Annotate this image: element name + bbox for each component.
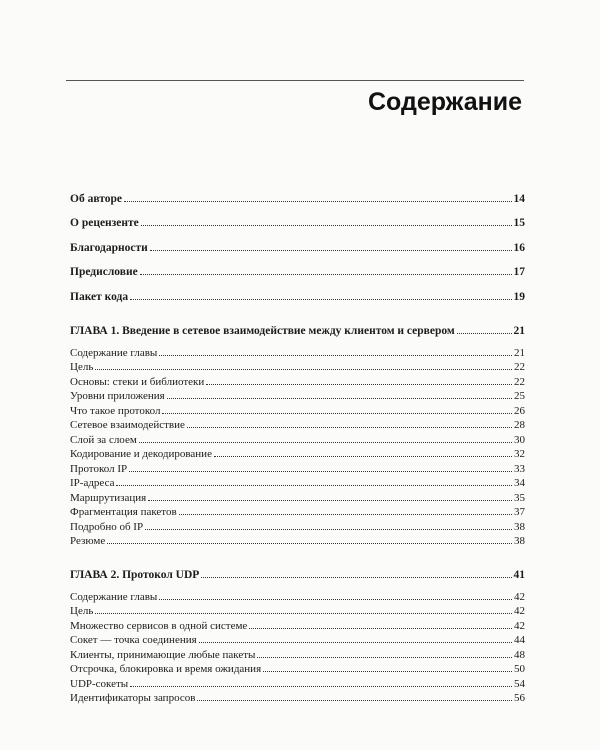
- toc-entry-page: 19: [513, 290, 525, 303]
- toc-entry[interactable]: [70, 521, 525, 536]
- toc-entry-page: 38: [514, 520, 525, 533]
- toc-entry[interactable]: [70, 535, 525, 550]
- toc-entry-label: ГЛАВА 1. Введение в сетевое взаимодействие между клиентом и сервером: [70, 325, 455, 338]
- dot-leader: [167, 390, 512, 399]
- dot-leader: [249, 620, 512, 629]
- toc-entry-page: 22: [514, 361, 525, 374]
- toc-entry-page: 50: [514, 663, 525, 676]
- dot-leader: [148, 492, 512, 501]
- toc-entry-page: 15: [513, 217, 525, 230]
- dot-leader: [201, 569, 511, 579]
- toc-entry-label: IP-адреса: [70, 477, 115, 490]
- front-matter-entry[interactable]: [70, 241, 525, 266]
- toc-entry-label: Основы: стеки и библиотеки: [70, 375, 205, 388]
- toc-entry[interactable]: [70, 376, 525, 391]
- toc-entry-page: 37: [514, 506, 525, 519]
- dot-leader: [130, 290, 511, 300]
- toc-entry[interactable]: [70, 506, 525, 521]
- front-matter-list: [70, 192, 525, 315]
- toc-entry-label: ГЛАВА 2. Протокол UDP: [70, 569, 200, 582]
- toc-entry[interactable]: [70, 692, 525, 707]
- dot-leader: [145, 521, 512, 530]
- chapter-heading[interactable]: [70, 325, 525, 347]
- toc-entry-label: Фрагментация пакетов: [70, 506, 177, 519]
- front-matter-entry[interactable]: [70, 290, 525, 315]
- dot-leader: [139, 434, 512, 443]
- header-rule: [66, 80, 524, 81]
- toc-entry-page: 22: [514, 375, 525, 388]
- front-matter-entry[interactable]: [70, 266, 525, 291]
- toc-entry-label: Предисловие: [70, 266, 138, 279]
- dot-leader: [159, 591, 512, 600]
- toc-entry-label: Что такое протокол: [70, 404, 161, 417]
- dot-leader: [95, 605, 512, 614]
- dot-leader: [95, 361, 512, 370]
- toc-entry-label: Кодирование и декодирование: [70, 448, 212, 461]
- dot-leader: [199, 634, 512, 643]
- toc-entry-label: Благодарности: [70, 241, 148, 254]
- toc-entry-label: Отсрочка, блокировка и время ожидания: [70, 663, 262, 676]
- chapter-heading[interactable]: [70, 569, 525, 591]
- toc-entry-page: 25: [514, 390, 525, 403]
- dot-leader: [130, 678, 512, 687]
- toc-entry-page: 21: [514, 346, 525, 359]
- table-of-contents: [70, 192, 525, 707]
- toc-entry-label: Содержание главы: [70, 590, 158, 603]
- dot-leader: [141, 217, 512, 227]
- toc-entry-page: 41: [513, 569, 525, 582]
- toc-entry-label: Цель: [70, 605, 94, 618]
- toc-entry-page: 28: [514, 419, 525, 432]
- toc-entry[interactable]: [70, 434, 525, 449]
- toc-entry-page: 42: [514, 605, 525, 618]
- toc-entry-label: Об авторе: [70, 192, 122, 205]
- toc-entry-page: 14: [513, 192, 525, 205]
- dot-leader: [457, 325, 512, 335]
- toc-entry-page: 33: [514, 462, 525, 475]
- toc-entry-label: UDP-сокеты: [70, 677, 129, 690]
- toc-entry-label: Содержание главы: [70, 346, 158, 359]
- dot-leader: [162, 405, 512, 414]
- toc-entry-page: 38: [514, 535, 525, 548]
- dot-leader: [214, 448, 512, 457]
- dot-leader: [206, 376, 512, 385]
- toc-entry-page: 30: [514, 433, 525, 446]
- dot-leader: [257, 649, 512, 658]
- dot-leader: [116, 477, 512, 486]
- toc-entry-label: Резюме: [70, 535, 106, 548]
- toc-entry[interactable]: [70, 649, 525, 664]
- toc-entry-page: 21: [513, 325, 525, 338]
- dot-leader: [129, 463, 512, 472]
- toc-entry-page: 54: [514, 677, 525, 690]
- toc-entry[interactable]: [70, 419, 525, 434]
- toc-entry-label: Идентификаторы запросов: [70, 692, 196, 705]
- chapter-2-section: [70, 569, 525, 707]
- toc-entry-label: Сокет — точка соединения: [70, 634, 197, 647]
- chapter-1-section: [70, 325, 525, 550]
- toc-entry-label: Клиенты, принимающие любые пакеты: [70, 648, 256, 661]
- toc-entry[interactable]: [70, 405, 525, 420]
- toc-entry[interactable]: [70, 605, 525, 620]
- toc-entry-page: 17: [513, 266, 525, 279]
- dot-leader: [107, 535, 512, 544]
- dot-leader: [150, 241, 512, 251]
- toc-entry-label: О рецензенте: [70, 217, 139, 230]
- page-title: Содержание: [367, 88, 522, 116]
- toc-entry[interactable]: [70, 448, 525, 463]
- toc-entry-label: Множество сервисов в одной системе: [70, 619, 248, 632]
- front-matter-entry[interactable]: [70, 192, 525, 217]
- toc-entry-page: 16: [513, 241, 525, 254]
- dot-leader: [187, 419, 512, 428]
- toc-entry-page: 48: [514, 648, 525, 661]
- toc-entry-page: 32: [514, 448, 525, 461]
- toc-entry[interactable]: [70, 634, 525, 649]
- toc-entry[interactable]: [70, 361, 525, 376]
- dot-leader: [159, 347, 512, 356]
- toc-entry-page: 35: [514, 491, 525, 504]
- toc-entry[interactable]: [70, 390, 525, 405]
- toc-entry-label: Слой за слоем: [70, 433, 137, 446]
- toc-entry-page: 34: [514, 477, 525, 490]
- toc-entry[interactable]: [70, 477, 525, 492]
- toc-entry-label: Уровни приложения: [70, 390, 165, 403]
- toc-entry-label: Протокол IP: [70, 462, 128, 475]
- dot-leader: [124, 192, 512, 202]
- toc-entry[interactable]: [70, 663, 525, 678]
- dot-leader: [179, 506, 512, 515]
- toc-entry[interactable]: [70, 463, 525, 478]
- front-matter-entry[interactable]: [70, 217, 525, 242]
- toc-entry[interactable]: [70, 678, 525, 693]
- toc-entry-label: Цель: [70, 361, 94, 374]
- toc-entry[interactable]: [70, 347, 525, 362]
- toc-entry-page: 44: [514, 634, 525, 647]
- toc-entry-label: Пакет кода: [70, 290, 129, 303]
- dot-leader: [197, 692, 512, 701]
- toc-entry-page: 42: [514, 619, 525, 632]
- toc-entry-label: Сетевое взаимодействие: [70, 419, 185, 432]
- toc-entry-label: Подробно об IP: [70, 520, 144, 533]
- toc-entry-page: 56: [514, 692, 525, 705]
- dot-leader: [140, 266, 512, 276]
- toc-entry-page: 26: [514, 404, 525, 417]
- toc-entry[interactable]: [70, 620, 525, 635]
- toc-entry-page: 42: [514, 590, 525, 603]
- toc-entry[interactable]: [70, 591, 525, 606]
- toc-entry[interactable]: [70, 492, 525, 507]
- toc-entry-label: Маршрутизация: [70, 491, 147, 504]
- dot-leader: [263, 663, 512, 672]
